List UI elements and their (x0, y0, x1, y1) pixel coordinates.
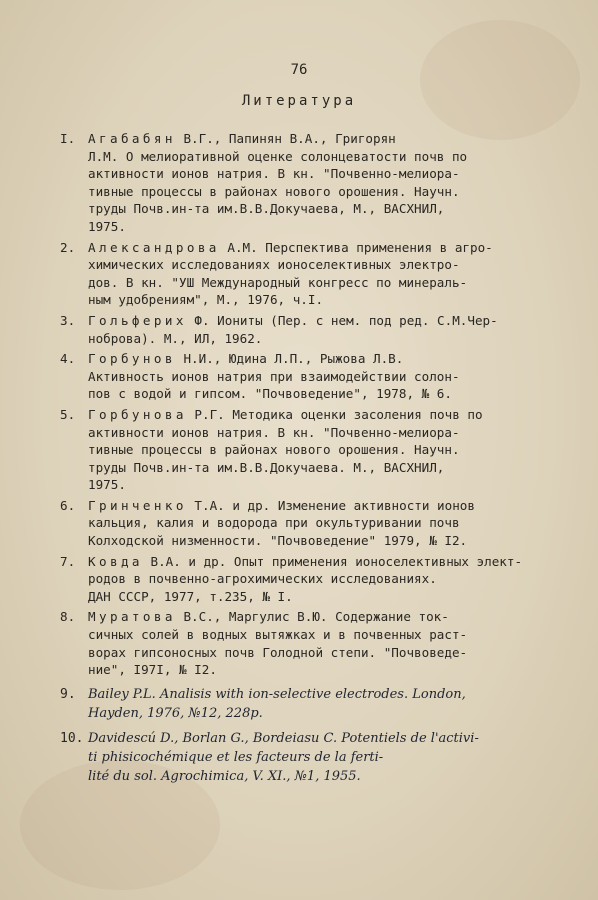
reference-item (60, 608, 560, 678)
reference-author: Александрова (88, 239, 220, 255)
reference-item (60, 239, 560, 309)
reference-number: 5. (60, 406, 76, 422)
reference-author: Горбунов (88, 351, 176, 367)
reference-author: Гольферих (88, 312, 187, 328)
reference-text: Т.А. и др. Изменение активности ионов кальция, калия и водорода при окультуривании почв Колходской низменности. "Почвоведение" 1979, № I2. (88, 497, 475, 549)
reference-author: Гринченко (88, 497, 187, 513)
reference-number: 8. (60, 609, 76, 625)
reference-author: Горбунова (88, 406, 187, 422)
reference-text: Р.Г. Методика оценки засоления почв по активности ионов натрия. В кн. "Почвенно-мелиора- тивные процессы в районах нового орошения. Научн. труды Почв.ин-та им.В.В.Докучаева. М., ВАСХНИЛ, 1975. (88, 406, 483, 493)
reference-text: В.С., Маргулис В.Ю. Содержание ток- сичных солей в водных вытяжках и в почвенных раст- ворах гипсоносных почв Голодной степи. "Почвоведе- ние", I97I, № I2. (88, 609, 468, 678)
reference-item (60, 130, 560, 236)
reference-item-handwritten (60, 685, 560, 723)
reference-number: 7. (60, 553, 76, 569)
page-number: 76 (290, 62, 308, 78)
reference-item (60, 497, 560, 550)
reference-number: 2. (60, 239, 76, 255)
reference-author: Агабабян (88, 131, 176, 146)
reference-text: Н.И., Юдина Л.П., Рыжова Л.В. Активность ионов натрия при взаимодействии солон- пов с водой и гипсом. "Почвоведение", 1978, № 6. (88, 351, 460, 402)
paper-stain (420, 20, 580, 140)
reference-number: 9. (60, 686, 76, 702)
reference-number: 3. (60, 312, 76, 328)
reference-number: I. (60, 131, 76, 146)
reference-number: 6. (60, 497, 76, 513)
reference-author: Ковда (88, 553, 143, 569)
reference-list (60, 130, 560, 789)
reference-text: Ф. Иониты (Пер. с нем. под ред. С.М.Чер- ноброва). М., ИЛ, 1962. (88, 312, 498, 346)
reference-author: Муратова (88, 609, 176, 625)
reference-item-handwritten (60, 729, 560, 786)
reference-item (60, 553, 560, 606)
reference-item (60, 406, 560, 494)
reference-item (60, 350, 560, 403)
reference-number: 10. (60, 730, 84, 746)
reference-text: В.А. и др. Опыт применения ионоселективных элект- родов в почвенно-агрохимических исследованиях. ДАН СССР, 1977, т.235, № I. (88, 553, 523, 604)
reference-text: Bailey P.L. Analisis with ion-selective electrodes. London, Hayden, 1976, №12, 228p. (88, 686, 466, 721)
page-heading: Литература (241, 93, 357, 109)
reference-number: 4. (60, 351, 76, 367)
reference-text: В.Г., Папинян В.А., Григорян Л.М. О мелиоративной оценке солонцеватости почв по активности ионов натрия. В кн. "Почвенно-мелиора- тивные процессы в районах нового орошения. Научн. труды Почв.ин-та им.В.В.Докучаева, М., ВАСХНИЛ, 1975. (88, 131, 468, 234)
reference-text: А.М. Перспектива применения в агро- химических исследованиях ионоселективных электро- дов. В кн. "УШ Международный конгресс по минераль- ным удобрениям", М., 1976, ч.I. (88, 239, 493, 308)
reference-item (60, 312, 560, 347)
reference-text: Davidescú D., Borlan G., Bordeiasu C. Potentiels de l'activi- ti phisicochémique et les facteurs de la ferti- lité du sol. Agrochimica, V. XI., №1, 1955. (88, 730, 479, 784)
